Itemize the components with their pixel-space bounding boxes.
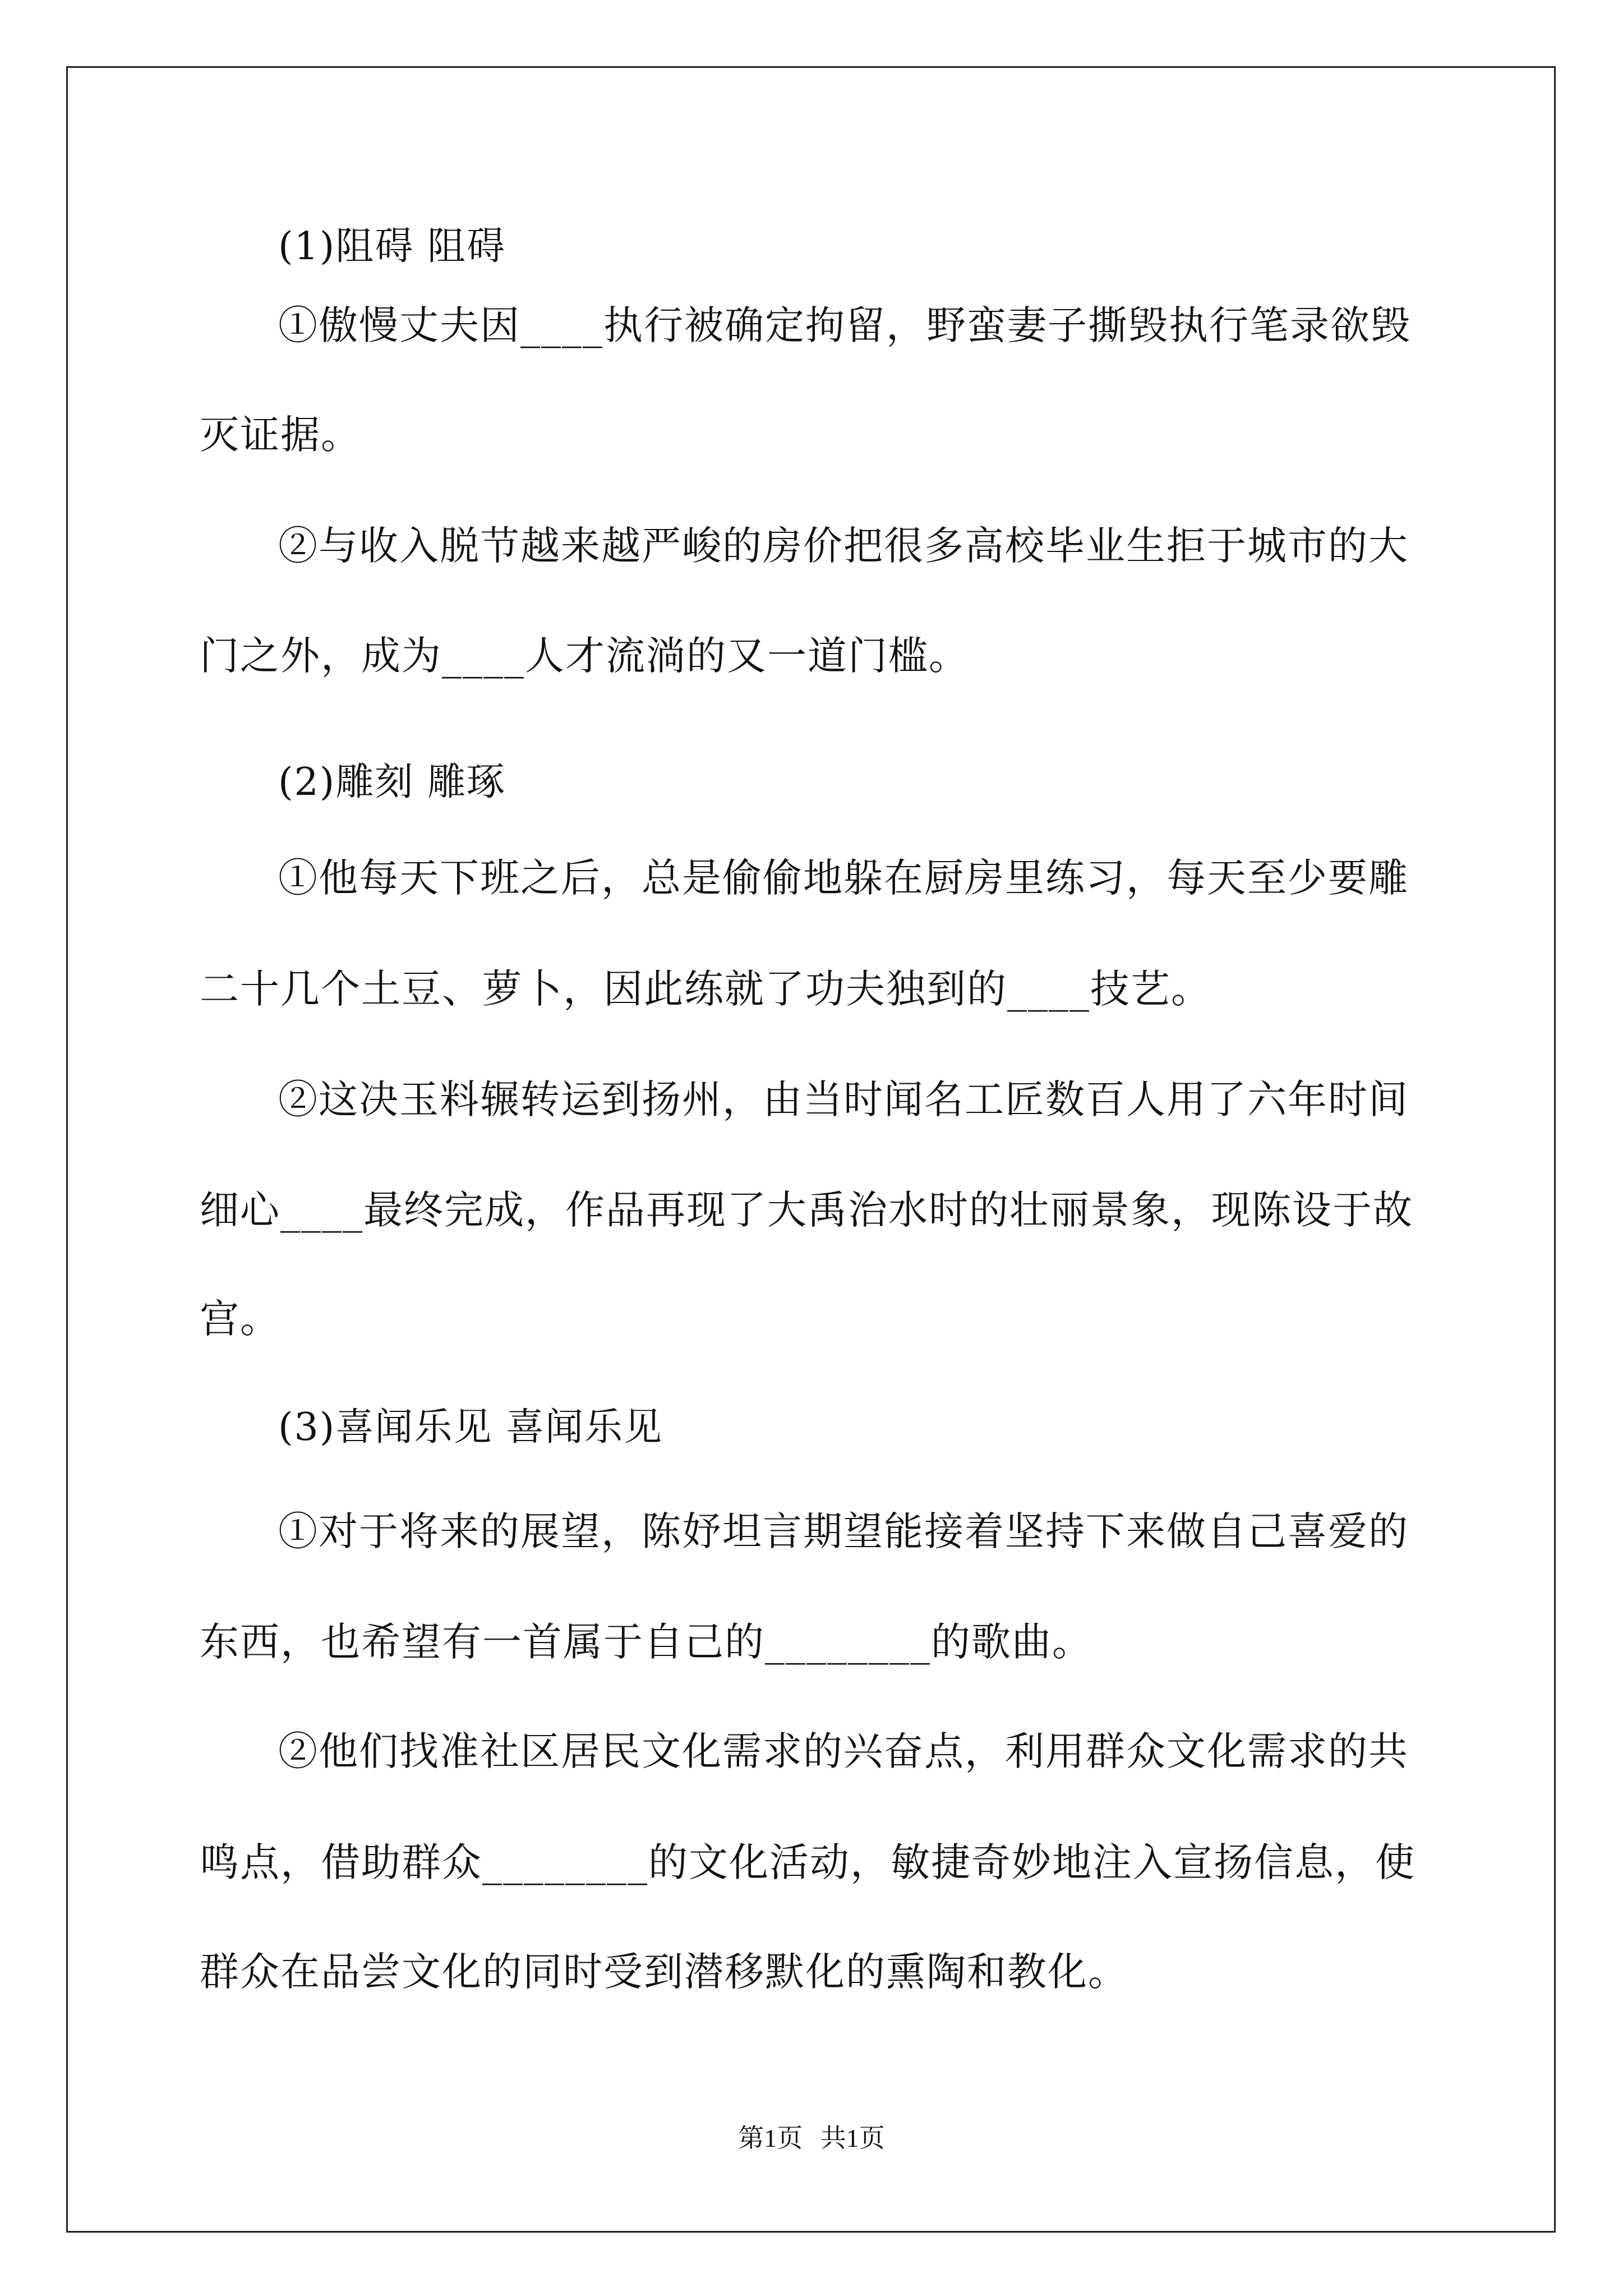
section-heading: (1)阻碍 阻碍 [278,224,506,269]
page-border [66,66,1556,2233]
paragraph-line: 灭证据。 [200,412,361,458]
page-footer [0,2122,1623,2155]
paragraph-line: 宫。 [200,1296,280,1342]
paragraph-line: 二十几个土豆、萝卜，因此练就了功夫独到的____技艺。 [200,966,1211,1012]
paragraph-line: 门之外，成为____人才流淌的又一道门槛。 [200,633,969,679]
page-total: 共1页 [820,2124,885,2152]
paragraph-line: ①傲慢丈夫因____执行被确定拘留，野蛮妻子撕毁执行笔录欲毁 [278,302,1411,348]
paragraph-line: ②与收入脱节越来越严峻的房价把很多高校毕业生拒于城市的大 [278,523,1409,569]
paragraph-line: ②他们找准社区居民文化需求的兴奋点，利用群众文化需求的共 [278,1728,1409,1774]
paragraph-line: 东西，也希望有一首属于自己的________的歌曲。 [200,1619,1092,1665]
paragraph-line: 鸣点，借助群众________的文化活动，敏捷奇妙地注入宣扬信息，使 [200,1839,1415,1885]
section-heading: (3)喜闻乐见 喜闻乐见 [278,1405,663,1450]
page-number: 第1页 [738,2124,803,2152]
paragraph-line: ②这决玉料辗转运到扬州，由当时闻名工匠数百人用了六年时间 [278,1076,1409,1122]
paragraph-line: 细心____最终完成，作品再现了大禹治水时的壮丽景象，现陈设于故 [200,1187,1413,1233]
paragraph-line: ①他每天下班之后，总是偷偷地躲在厨房里练习，每天至少要雕 [278,855,1409,901]
paragraph-line: ①对于将来的展望，陈妤坦言期望能接着坚持下来做自己喜爱的 [278,1508,1409,1554]
paragraph-line: 群众在品尝文化的同时受到潜移默化的熏陶和教化。 [200,1949,1128,1995]
section-heading: (2)雕刻 雕琢 [278,760,506,804]
